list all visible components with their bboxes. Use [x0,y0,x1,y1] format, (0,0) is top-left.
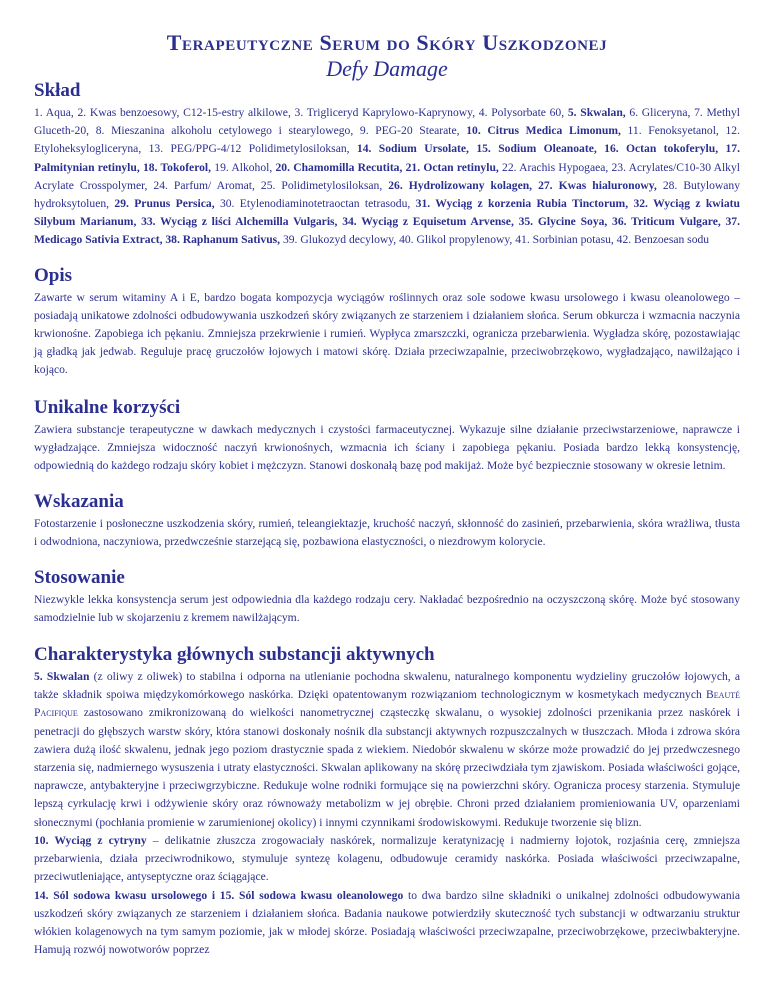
ingredient-highlight: 31. Wyciąg z korzenia Rubia Tinctorum, 32. Wyciąg z kwiatu Silybum Marianum, 33. Wyciąg z liści Alchemilla Vulgaris, 34. Wyciąg z Equisetum Arvense, 35. Glycine Soya, 36. Triticum Vulgare, 37. Medicago Sativia Extract, 38. Raphanum Sativus, [34,197,740,247]
ingredient-text: 19. Alkohol, [211,160,276,174]
ingredient-text: 39. Glukozyd decylowy, 40. Glikol propylenowy, 41. Sorbinian potasu, 42. Benzoesan sodu [280,233,710,247]
substance-name: 5. Skwalan [34,670,90,684]
section-heading-korzysci: Unikalne korzyści [34,396,181,418]
ingredient-text: 30. Etylenodiaminotetraoctan tetrasodu, [214,197,416,211]
ingredient-highlight: 26. Hydrolizowany kolagen, 27. Kwas hialuronowy, [388,178,657,192]
substance-description: to dwa bardzo silne składniki o unikalnej zdolności odbudowywania uszkodzeń skóry związanych ze starzeniem i działaniem słońca. Badania naukowe potwierdziły skuteczność tych substancji w odtwarzaniu struktur włókien kolagenowych na tym samym poziomie, jak w młodej skórze. Posiadają właściwości przeciwzapalne, przeciwobrzękowe, przeciwbakteryjne. Hamują rozwój nowotworów poprzez [34,888,740,957]
substance-description: (z oliwy z oliwek) to stabilna i odporna na utlenianie pochodna skwalenu, naturalnego komponentu wydzieliny gruczołów łojowych, a także składnik spoiwa międzykomórkowego naskórka. Dzięki opatentowanym rozwiązaniom technologicznym w kosmetykach medycznych [34,670,741,702]
ingredient-text: 22. Arachis Hypogaea, 23. Acrylates/C10-30 Alkyl Acrylate Crosspolymer, 24. Parfum/ Aromat, 25. Polidimetylosiloksan, [34,160,740,192]
active-substances-text [34,668,740,959]
section-heading-stosowanie: Stosowanie [34,566,125,588]
ingredient-text: 28. Butylowany hydroksytoluen, [34,178,741,211]
substance-description: zastosowano zmikronizowaną do wielkości nanometrycznej cząsteczkę skwalanu, o wysokiej zdolności przenikania przez naskórek i penetracji do głębszych warstw skóry, która stanowi doskonały nośnik dla substancji aktywnych rozpuszczalnych w tłuszczach. Młoda i zdrowa skóra zawiera dużą ilość skwalenu, jednak jego poziom drastycznie spada z wiekiem. Niedobór skwalenu w skórze może prowadzić do jej przedwczesnego starzenia się, nadmiernego wysuszenia i utraty elastyczności. Skwalan aplikowany na skórę przeciwdziała tym zjawiskom. Posiada właściwości gojące, naprawcze, antybakteryjne i przeciwgrzybiczne. Redukuje wolne rodniki formujące się na powierzchni skóry. Ogranicza procesy starzenia. Stymuluje lepszą cyrkulację krwi i odżywienie skóry oraz równoważy metabolizm w jej obrębie. Chroni przed działaniem promieniowania UV, oparzeniami słonecznymi (pochłania promienie w zarumienionej okolicy) i innymi czynnikami środowiskowymi. Redukuje tworzenie się blizn. [34,706,740,829]
section-heading-wskazania: Wskazania [34,491,124,513]
indications-text: Fotostarzenie i posłoneczne uszkodzenia skóry, rumień, teleangiektazje, kruchość naczyń, skłonność do zasinień, przebarwienia, skóra wrażliwa, tłusta i odwodniona, naczyniowa, przedwcześnie starzejącą się, pozbawiona elastyczności, o niezdrowym kolorycie. [34,517,740,549]
document-page [34,30,740,959]
document-title: Terapeutyczne Serum do Skóry Uszkodzonej [166,30,608,55]
ingredient-highlight: 14. Sodium Ursolate, 15. Sodium Oleanoate, 16. Octan tokoferylu, 17. Palmitynian retinylu, 18. Tokoferol, [34,142,740,174]
product-name: Defy Damage [326,56,448,81]
ingredient-text: 6. Gliceryna, 7. Methyl Gluceth-20, 8. Mieszanina alkoholu cetylowego i stearylowego, 9. PEG-20 Stearate, [34,106,740,138]
description-text: Zawarte w serum witaminy A i E, bardzo bogata kompozycja wyciągów roślinnych oraz sole sodowe kwasu ursolowego i kwasu oleanolowego – posiadają unikatowe zdolności odbudowywania uszkodzeń skóry związanych ze starzeniem i działaniem słońca. Serum obkurcza i wzmacnia naczynia krwionośne. Zapobiega ich pękaniu. Zmniejsza przekrwienie i rumień. Wypłyca zmarszczki, ogranicza przebarwienia. Wygładza skórę, pozostawiając ją gładką jak jedwab. Reguluje pracę gruczołów łojowych i matowi skórę. Działa przeciwzapalnie, przeciwobrzękowo, wygładzająco, nawilżająco i kojąco. [34,290,740,377]
brand-name: Beauté Pacifique [34,688,740,720]
ingredients-list [34,104,740,250]
ingredient-text: 1. Aqua, 2. Kwas benzoesowy, C12-15-estry alkilowe, 3. Trigliceryd Kaprylowo-Kaprynowy, 4. Polysorbate 60, [34,106,568,119]
section-heading-sklad: Skład [34,80,81,101]
ingredient-highlight: 10. Citrus Medica Limonum, [466,124,621,138]
section-heading-charakterystyka: Charakterystyka głównych substancji aktywnych [34,644,435,666]
benefits-text: Zawiera substancje terapeutyczne w dawkach medycznych i czystości farmaceutycznej. Wykazuje silne działanie przeciwstarzeniowe, naprawcze i wygładzające. Zmniejsza widoczność naczyń krwionośnych, wzmacnia ich ściany i zapobiega pękaniu. Posiada bardzo lekką konsystencję, odpowiednią do każdego rodzaju skóry kobiet i mężczyzn. Stanowi doskonałą bazę pod makijaż. Może być bezpiecznie stosowany w okresie letnim. [34,422,740,473]
ingredient-highlight: 20. Chamomilla Recutita, 21. Octan retinylu, [275,160,499,174]
substance-name: 14. Sól sodowa kwasu ursolowego i 15. Sól sodowa kwasu oleanolowego [34,888,404,902]
substance-description: – delikatnie złuszcza zrogowaciały naskórek, normalizuje keratynizację i nadmierny łojotok, rozjaśnia cerę, zmniejsza przebarwienia, działa przeciwrodnikowo, stymuluje syntezę kolagenu, odbudowuje ceramidy naskórka. Posiada właściwości przeciwzapalne, przeciwutleniające, antyseptyczne oraz ściągające. [34,833,740,884]
ingredient-text: 11. Fenoksyetanol, 12. Etyloheksylogliceryna, 13. PEG/PPG-4/12 Polidimetylosiloksan, [34,124,740,156]
ingredient-highlight: 5. Skwalan, [567,106,626,119]
section-heading-opis: Opis [34,264,73,286]
substance-name: 10. Wyciąg z cytryny [34,833,147,847]
ingredient-highlight: 29. Prunus Persica, [114,197,215,211]
usage-text: Niezwykle lekka konsystencja serum jest odpowiednia dla każdego rodzaju cery. Nakładać bezpośrednio na oczyszczoną skórę. Może być stosowany samodzielnie lub w skojarzeniu z kremem nawilżającym. [34,592,740,624]
